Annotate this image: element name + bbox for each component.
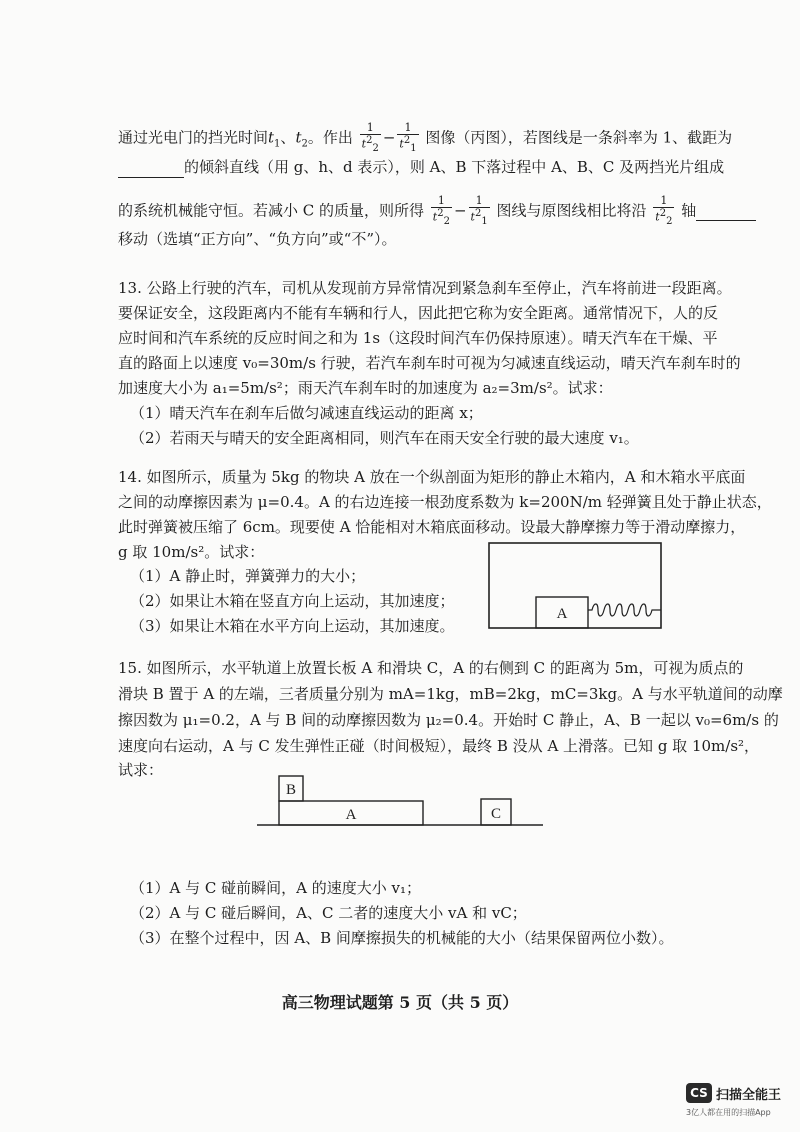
q13-line: 直的路面上以速度 v₀=30m/s 行驶，若汽车刹车时可视为匀减速直线运动，晴天汽车刹车时的 xyxy=(118,354,741,372)
q14-line: 此时弹簧被压缩了 6cm。现要使 A 恰能相对木箱底面移动。设最大静摩擦力等于滑动摩擦力， xyxy=(118,518,746,536)
camscanner-tagline: 3亿人都在用的扫描App xyxy=(686,1108,771,1117)
block-c-label: C xyxy=(490,806,502,822)
block-a-label: A xyxy=(556,606,568,622)
block-b-label: B xyxy=(285,782,297,798)
q14-sub-2: （2）如果让木箱在竖直方向上运动，其加速度； xyxy=(130,592,455,610)
fraction-1-over-t2sq: $\frac{1}{t^2_2}$ xyxy=(432,194,450,227)
fraction-1-over-t1sq: $\frac{1}{t^2_1}$ xyxy=(399,121,417,154)
q14-sub-3: （3）如果让木箱在水平方向上运动，其加速度。 xyxy=(130,617,455,635)
q13-line: 加速度大小为 a₁=5m/s²；雨天汽车刹车时的加速度为 a₂=3m/s²。试求： xyxy=(118,379,613,397)
q15-sub-1: （1）A 与 C 碰前瞬间，A 的速度大小 v₁； xyxy=(130,879,422,897)
q12-line-1: 通过光电门的挡光时间$t_1$、$t_2$。作出 $\frac{1}{t^2_2}$ − $\frac{1}{t^2_1}$ 图像（丙图），若图线是一条斜率为 1、截距为 xyxy=(118,121,733,154)
q13-line: 应时间和汽车系统的反应时间之和为 1s（这段时间汽车仍保持原速）。晴天汽车在干燥、平 xyxy=(118,329,718,347)
page-footer: 高三物理试题第 5 页（共 5 页） xyxy=(281,993,519,1012)
answer-blank-intercept[interactable] xyxy=(118,157,184,178)
q14-line: 之间的动摩擦因素为 μ=0.4。A 的右边连接一根劲度系数为 k=200N/m 轻弹簧且处于静止状态， xyxy=(118,493,772,511)
fraction-1-over-t2sq: $\frac{1}{t^2_2}$ xyxy=(655,194,673,227)
q13-line: 要保证安全，这段距离内不能有车辆和行人，因此把它称为安全距离。通常情况下，人的反 xyxy=(118,304,719,322)
q15-line: 滑块 B 置于 A 的左端，三者质量分别为 mA=1kg，mB=2kg，mC=3kg。A 与水平轨道间的动摩 xyxy=(118,685,783,703)
plank-a-label: A xyxy=(345,807,357,823)
q12-line-2: 的倾斜直线（用 g、h、d 表示），则 A、B 下落过程中 A、B、C 及两挡光片组成 xyxy=(118,157,724,178)
q15-line: 速度向右运动，A 与 C 发生弹性正碰（时间极短），最终 B 没从 A 上滑落。已知 g 取 10m/s²， xyxy=(118,737,760,755)
q13-sub-2: （2）若雨天与晴天的安全距离相同，则汽车在雨天安全行驶的最大速度 v₁。 xyxy=(130,429,639,447)
q15-figure-track xyxy=(255,770,545,832)
q15-line: 擦因数为 μ₁=0.2，A 与 B 间的动摩擦因数为 μ₂=0.4。开始时 C 静止，A、B 一起以 v₀=6m/s 的 xyxy=(118,711,779,729)
q14-figure-box-spring xyxy=(486,540,664,630)
fraction-1-over-t1sq: $\frac{1}{t^2_1}$ xyxy=(470,194,488,227)
q12-line-4: 移动（选填“正方向”、“负方向”或“不”）。 xyxy=(118,230,397,248)
q15-sub-3: （3）在整个过程中，因 A、B 间摩擦损失的机械能的大小（结果保留两位小数）。 xyxy=(130,929,674,947)
camscanner-logo: CS xyxy=(686,1083,712,1103)
fraction-1-over-t2sq: $\frac{1}{t^2_2}$ xyxy=(361,121,379,154)
q15-line: 15. 如图所示，水平轨道上放置长板 A 和滑块 C，A 的右侧到 C 的距离为 5m，可视为质点的 xyxy=(118,659,744,677)
answer-blank-direction[interactable] xyxy=(696,200,756,221)
q14-line: g 取 10m/s²。试求： xyxy=(118,543,265,561)
q13-line: 13. 公路上行驶的汽车，司机从发现前方异常情况到紧急刹车至停止，汽车将前进一段距离。 xyxy=(118,279,732,297)
q14-line: 14. 如图所示，质量为 5kg 的物块 A 放在一个纵剖面为矩形的静止木箱内，A 和木箱水平底面 xyxy=(118,468,746,486)
q13-sub-1: （1）晴天汽车在刹车后做匀减速直线运动的距离 x； xyxy=(130,404,483,422)
spring xyxy=(588,604,661,616)
q15-line: 试求： xyxy=(118,761,164,779)
q15-sub-2: （2）A 与 C 碰后瞬间，A、C 二者的速度大小 vA 和 vC； xyxy=(130,904,527,922)
camscanner-name: 扫描全能王 xyxy=(716,1088,782,1103)
q14-sub-1: （1）A 静止时，弹簧弹力的大小； xyxy=(130,567,366,585)
q12-line-3: 的系统机械能守恒。若减小 C 的质量，则所得 $\frac{1}{t^2_2}$ − $\frac{1}{t^2_1}$ 图线与原图线相比将沿 $\frac{1}{t^2_2}$ 轴 xyxy=(118,195,756,228)
